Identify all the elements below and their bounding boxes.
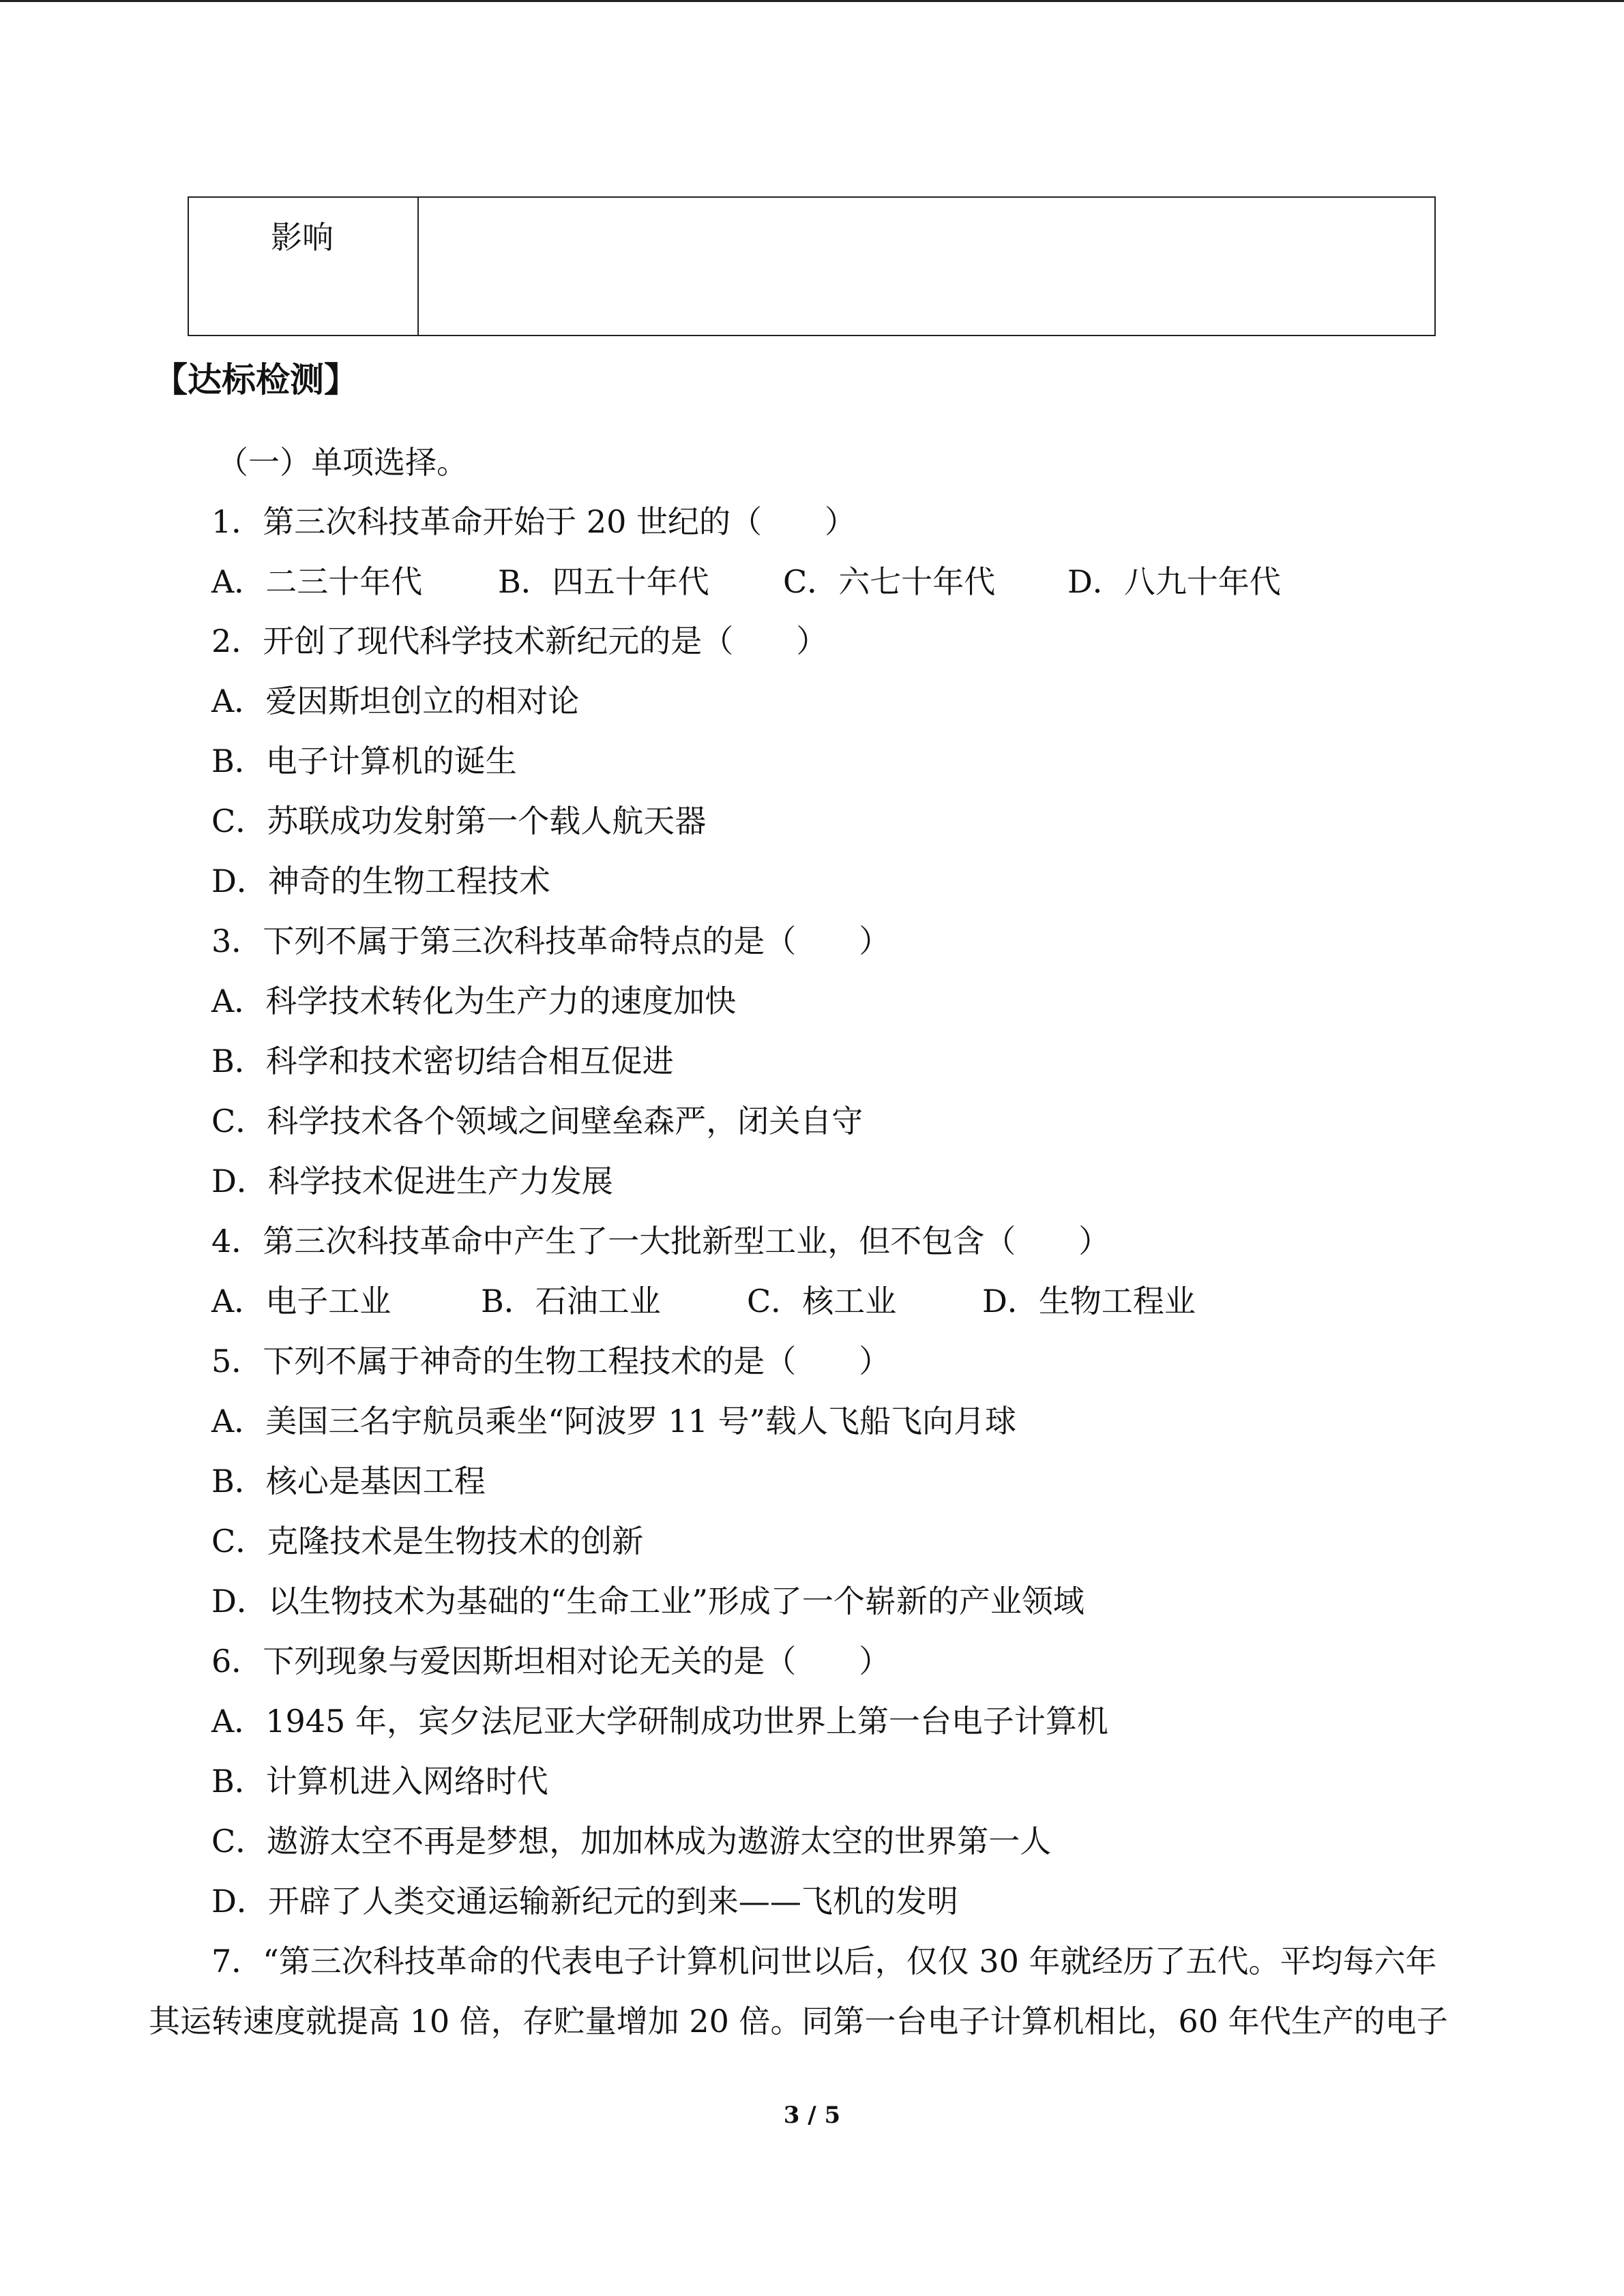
question-2-option-a: A．爱因斯坦创立的相对论 bbox=[211, 683, 580, 719]
section-title: 【达标检测】 bbox=[153, 360, 358, 400]
table-answer-cell bbox=[419, 198, 1434, 335]
question-1-option-d: D．八九十年代 bbox=[1067, 563, 1281, 600]
question-6-option-c: C．遨游太空不再是梦想，加加林成为遨游太空的世界第一人 bbox=[211, 1823, 1052, 1860]
question-4-option-b: B．石油工业 bbox=[481, 1283, 661, 1320]
subsection-heading: （一）单项选择。 bbox=[217, 444, 468, 481]
question-1-option-c: C．六七十年代 bbox=[783, 563, 996, 600]
question-6-option-d: D．开辟了人类交通运输新纪元的到来——飞机的发明 bbox=[211, 1883, 958, 1920]
question-6-option-b: B．计算机进入网络时代 bbox=[211, 1763, 548, 1800]
question-1-stem: 1．第三次科技革命开始于 20 世纪的（ ） bbox=[211, 503, 857, 540]
question-6-stem: 6．下列现象与爱因斯坦相对论无关的是（ ） bbox=[211, 1643, 891, 1680]
question-5-option-a: A．美国三名宇航员乘坐“阿波罗 11 号”载人飞船飞向月球 bbox=[211, 1403, 1017, 1440]
question-4-stem: 4．第三次科技革命中产生了一大批新型工业，但不包含（ ） bbox=[211, 1223, 1110, 1259]
question-3-option-b: B．科学和技术密切结合相互促进 bbox=[211, 1043, 674, 1079]
question-2-stem: 2．开创了现代科学技术新纪元的是（ ） bbox=[211, 623, 828, 659]
question-3-option-c: C．科学技术各个领域之间壁垒森严，闭关自守 bbox=[211, 1103, 863, 1139]
page-top-border bbox=[0, 0, 1624, 2]
question-1-option-b: B．四五十年代 bbox=[498, 563, 709, 600]
question-5-stem: 5．下列不属于神奇的生物工程技术的是（ ） bbox=[211, 1343, 891, 1380]
impact-table bbox=[188, 196, 1436, 336]
question-1-option-a: A．二三十年代 bbox=[211, 563, 423, 600]
question-7-stem-line-1: 7．“第三次科技革命的代表电子计算机问世以后，仅仅 30 年就经历了五代。平均每六年 bbox=[211, 1943, 1437, 1980]
question-5-option-c: C．克隆技术是生物技术的创新 bbox=[211, 1523, 644, 1560]
question-4-option-a: A．电子工业 bbox=[211, 1283, 392, 1320]
question-2-option-b: B．电子计算机的诞生 bbox=[211, 743, 517, 779]
question-3-option-d: D．科学技术促进生产力发展 bbox=[211, 1163, 613, 1199]
question-2-option-c: C．苏联成功发射第一个载人航天器 bbox=[211, 803, 707, 839]
question-5-option-b: B．核心是基因工程 bbox=[211, 1463, 486, 1500]
table-row-label: 影响 bbox=[271, 219, 334, 256]
question-4-option-c: C．核工业 bbox=[747, 1283, 897, 1320]
question-2-option-d: D．神奇的生物工程技术 bbox=[211, 863, 550, 899]
question-1-options bbox=[211, 561, 1371, 602]
question-7-stem-line-2: 其运转速度就提高 10 倍，存贮量增加 20 倍。同第一台电子计算机相比，60 年代生产的电子 bbox=[149, 2003, 1448, 2040]
question-4-options bbox=[211, 1281, 1371, 1322]
question-4-option-d: D．生物工程业 bbox=[982, 1283, 1196, 1320]
question-6-option-a: A．1945 年，宾夕法尼亚大学研制成功世界上第一台电子计算机 bbox=[211, 1703, 1108, 1740]
question-3-option-a: A．科学技术转化为生产力的速度加快 bbox=[211, 983, 737, 1019]
question-3-stem: 3．下列不属于第三次科技革命特点的是（ ） bbox=[211, 923, 891, 959]
page-number: 3 / 5 bbox=[783, 2102, 841, 2129]
question-5-option-d: D．以生物技术为基础的“生命工业”形成了一个崭新的产业领域 bbox=[211, 1583, 1084, 1620]
